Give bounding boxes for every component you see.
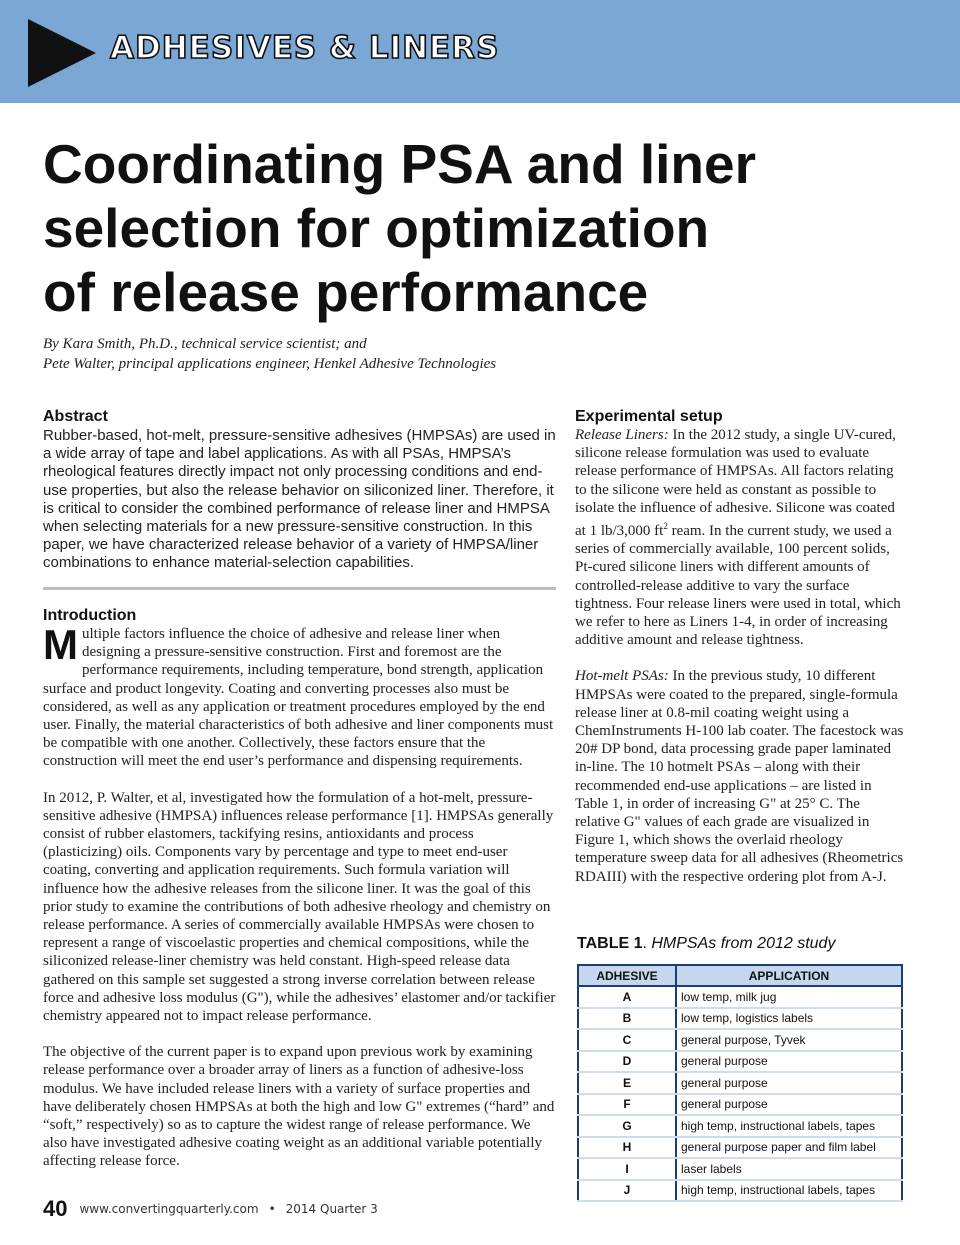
- introduction-paragraph: In 2012, P. Walter, et al, investigated how the formulation of a hot-melt, pressure-sensitive adhesive (HMPSA) influences release performance [1]. HMPSAs generally consist of rubber elastomers, tackifying resins, antioxidants and process (plasticizing) oils. Components vary by percentage and type to meet end-user coating, converting and application requirements. Such formula variation will influence how the adhesive releases from the silicone liner. It was the goal of this prior study to examine the contributions of both adhesive rheology and chemistry on release performance. A series of commercially available HMPSAs were chosen to represent a range of viscoelastic properties and chemical compositions, while the siliconized release-liner chemistry was held constant. High-speed release data gathered on this sample set suggested a strong inverse correlation between release force and adhesive loss modulus (G"), while the adhesives’ elastomer and/or tackifier chemistry appeared not to impact release performance.: [43, 789, 556, 1025]
- application-cell: general purpose: [676, 1051, 902, 1073]
- table-row: [578, 1051, 902, 1073]
- adhesive-cell: C: [578, 1029, 676, 1051]
- adhesive-cell: D: [578, 1051, 676, 1073]
- table-caption-separator: .: [642, 935, 652, 952]
- title-line: selection for optimization: [43, 197, 710, 259]
- table-caption: [577, 935, 835, 953]
- abstract-body: Rubber-based, hot-melt, pressure-sensitive adhesives (HMPSAs) are used in a wide array of tape and label applications. As with all PSAs, HMPSA’s rheological features directly impact not only processing conditions and end-use properties, but also the release behavior on siliconized liner. Therefore, it is critical to consider the combined performance of release liner and HMPSA when selecting materials for a new pressure-sensitive construction. In this paper, we have characterized release behavior of a variety of HMPSA/liner combinations to enhance material-selection capabilities.: [43, 427, 556, 572]
- adhesive-cell: H: [578, 1137, 676, 1159]
- abstract-heading: Abstract: [43, 408, 108, 425]
- abstract-section: [43, 408, 557, 573]
- adhesive-cell: G: [578, 1115, 676, 1137]
- paragraph-text: In the 2012 study, a single UV-cured, silicone release formulation was used to evaluate release performance of HMPSAs. All factors relating to the silicone were held as constant as possible to isolate the influence of adhesive. Silicone was coated at 1 lb/3,000 ft: [575, 427, 896, 540]
- column-header-application: APPLICATION: [676, 965, 902, 986]
- application-cell: general purpose, Tyvek: [676, 1029, 902, 1051]
- footer-issue: 2014 Quarter 3: [285, 1202, 378, 1216]
- section-label: ADHESIVES & LINERS: [110, 30, 500, 66]
- introduction-heading: Introduction: [43, 607, 137, 624]
- application-cell: high temp, instructional labels, tapes: [676, 1115, 902, 1137]
- introduction-paragraph: The objective of the current paper is to expand upon previous work by examining release performance over a broader array of liners as a function of adhesive-loss modulus. We have included release liners with a variety of surface properties and have deliberately chosen HMPSAs at both the high and low G" extremes (“hard” and “soft,” respectively) so as to capture the widest range of release performance. We also have investigated adhesive coating weight as an additional variable potentially affecting release force.: [43, 1044, 555, 1170]
- paragraph-text: In the previous study, 10 different HMPSAs were coated to the prepared, single-formula release liner at 0.8-mil coating weight using a ChemInstruments H-100 lab coater. The facestock was 20# DP bond, data processing grade paper laminated in-line. The 10 hotmelt PSAs – along with their recommended end-use applications – are listed in Table 1, in order of increasing G" at 25° C. The relative G" values of each grade are visualized in Figure 1, which shows the overlaid rheology temperature sweep data for all adhesives (Rheometrics RDAIII) with the respective ordering plot from A-J.: [575, 668, 904, 885]
- table-header-row: [578, 965, 902, 986]
- hotmelt-psas-paragraph: [575, 667, 905, 885]
- application-cell: high temp, instructional labels, tapes: [676, 1180, 902, 1202]
- page-footer: [43, 1196, 378, 1222]
- table-caption-text: HMPSAs from 2012 study: [651, 935, 836, 952]
- footer-website-link[interactable]: www.convertingquarterly.com: [79, 1202, 259, 1216]
- superscript: 2: [663, 521, 668, 532]
- drop-cap: M: [43, 621, 78, 668]
- table-row: [578, 1094, 902, 1116]
- run-in-label: Hot-melt PSAs:: [575, 668, 669, 685]
- table-row: [578, 1029, 902, 1051]
- table-row: [578, 986, 902, 1008]
- column-header-adhesive: ADHESIVE: [578, 965, 676, 986]
- hmpsa-table: [577, 964, 903, 1202]
- play-triangle-icon: [28, 19, 96, 87]
- table-row: [578, 1158, 902, 1180]
- application-cell: low temp, milk jug: [676, 986, 902, 1008]
- introduction-paragraph: [43, 621, 556, 771]
- title-line: Coordinating PSA and liner: [43, 133, 756, 195]
- table-row: [578, 1008, 902, 1030]
- adhesive-cell: I: [578, 1158, 676, 1180]
- run-in-label: Release Liners:: [575, 427, 669, 443]
- application-cell: general purpose: [676, 1094, 902, 1116]
- experimental-heading: Experimental setup: [575, 408, 723, 425]
- adhesive-cell: E: [578, 1072, 676, 1094]
- application-cell: laser labels: [676, 1158, 902, 1180]
- table-row: [578, 1180, 902, 1202]
- application-cell: general purpose paper and film label: [676, 1137, 902, 1159]
- byline-line: By Kara Smith, Ph.D., technical service scientist; and: [43, 336, 367, 352]
- byline: [43, 334, 496, 374]
- adhesive-cell: B: [578, 1008, 676, 1030]
- article-title: [43, 132, 903, 324]
- adhesive-cell: F: [578, 1094, 676, 1116]
- application-cell: low temp, logistics labels: [676, 1008, 902, 1030]
- adhesive-cell: J: [578, 1180, 676, 1202]
- table-row: [578, 1115, 902, 1137]
- table-row: [578, 1137, 902, 1159]
- section-banner: [0, 0, 960, 103]
- paragraph-text: ultiple factors influence the choice of adhesive and release liner when designing a pressure-sensitive construction. First and foremost are the performance requirements, including temperature, bond strength, application surface and product longevity. Coating and converting processes also must be considered, as well as any application or treatment procedures employed by the end user. Finally, the material characteristics of both adhesive and liner components must be compatible with one another. Collectively, these factors ensure that the construction will meet the end user’s performance and dispensing requirements.: [43, 626, 554, 770]
- title-line: of release performance: [43, 261, 649, 323]
- adhesive-cell: A: [578, 986, 676, 1008]
- experimental-section: [575, 408, 905, 886]
- application-cell: general purpose: [676, 1072, 902, 1094]
- table-caption-label: TABLE 1: [577, 935, 643, 952]
- introduction-section: [43, 607, 556, 1171]
- page-number: 40: [43, 1196, 68, 1221]
- table-row: [578, 1072, 902, 1094]
- section-divider: [43, 587, 556, 590]
- paragraph-text: ream. In the current study, we used a series of commercially available, 100 percent solids, Pt-cured silicone liners with different amounts of controlled-release additive to vary the surface tightness. Four release liners were used in total, which we refer to here as Liners 1-4, in order of increasing additive amount and release tightness.: [575, 523, 901, 649]
- byline-line: Pete Walter, principal applications engineer, Henkel Adhesive Technologies: [43, 356, 497, 372]
- release-liners-paragraph: [575, 426, 905, 649]
- footer-separator: •: [268, 1202, 276, 1216]
